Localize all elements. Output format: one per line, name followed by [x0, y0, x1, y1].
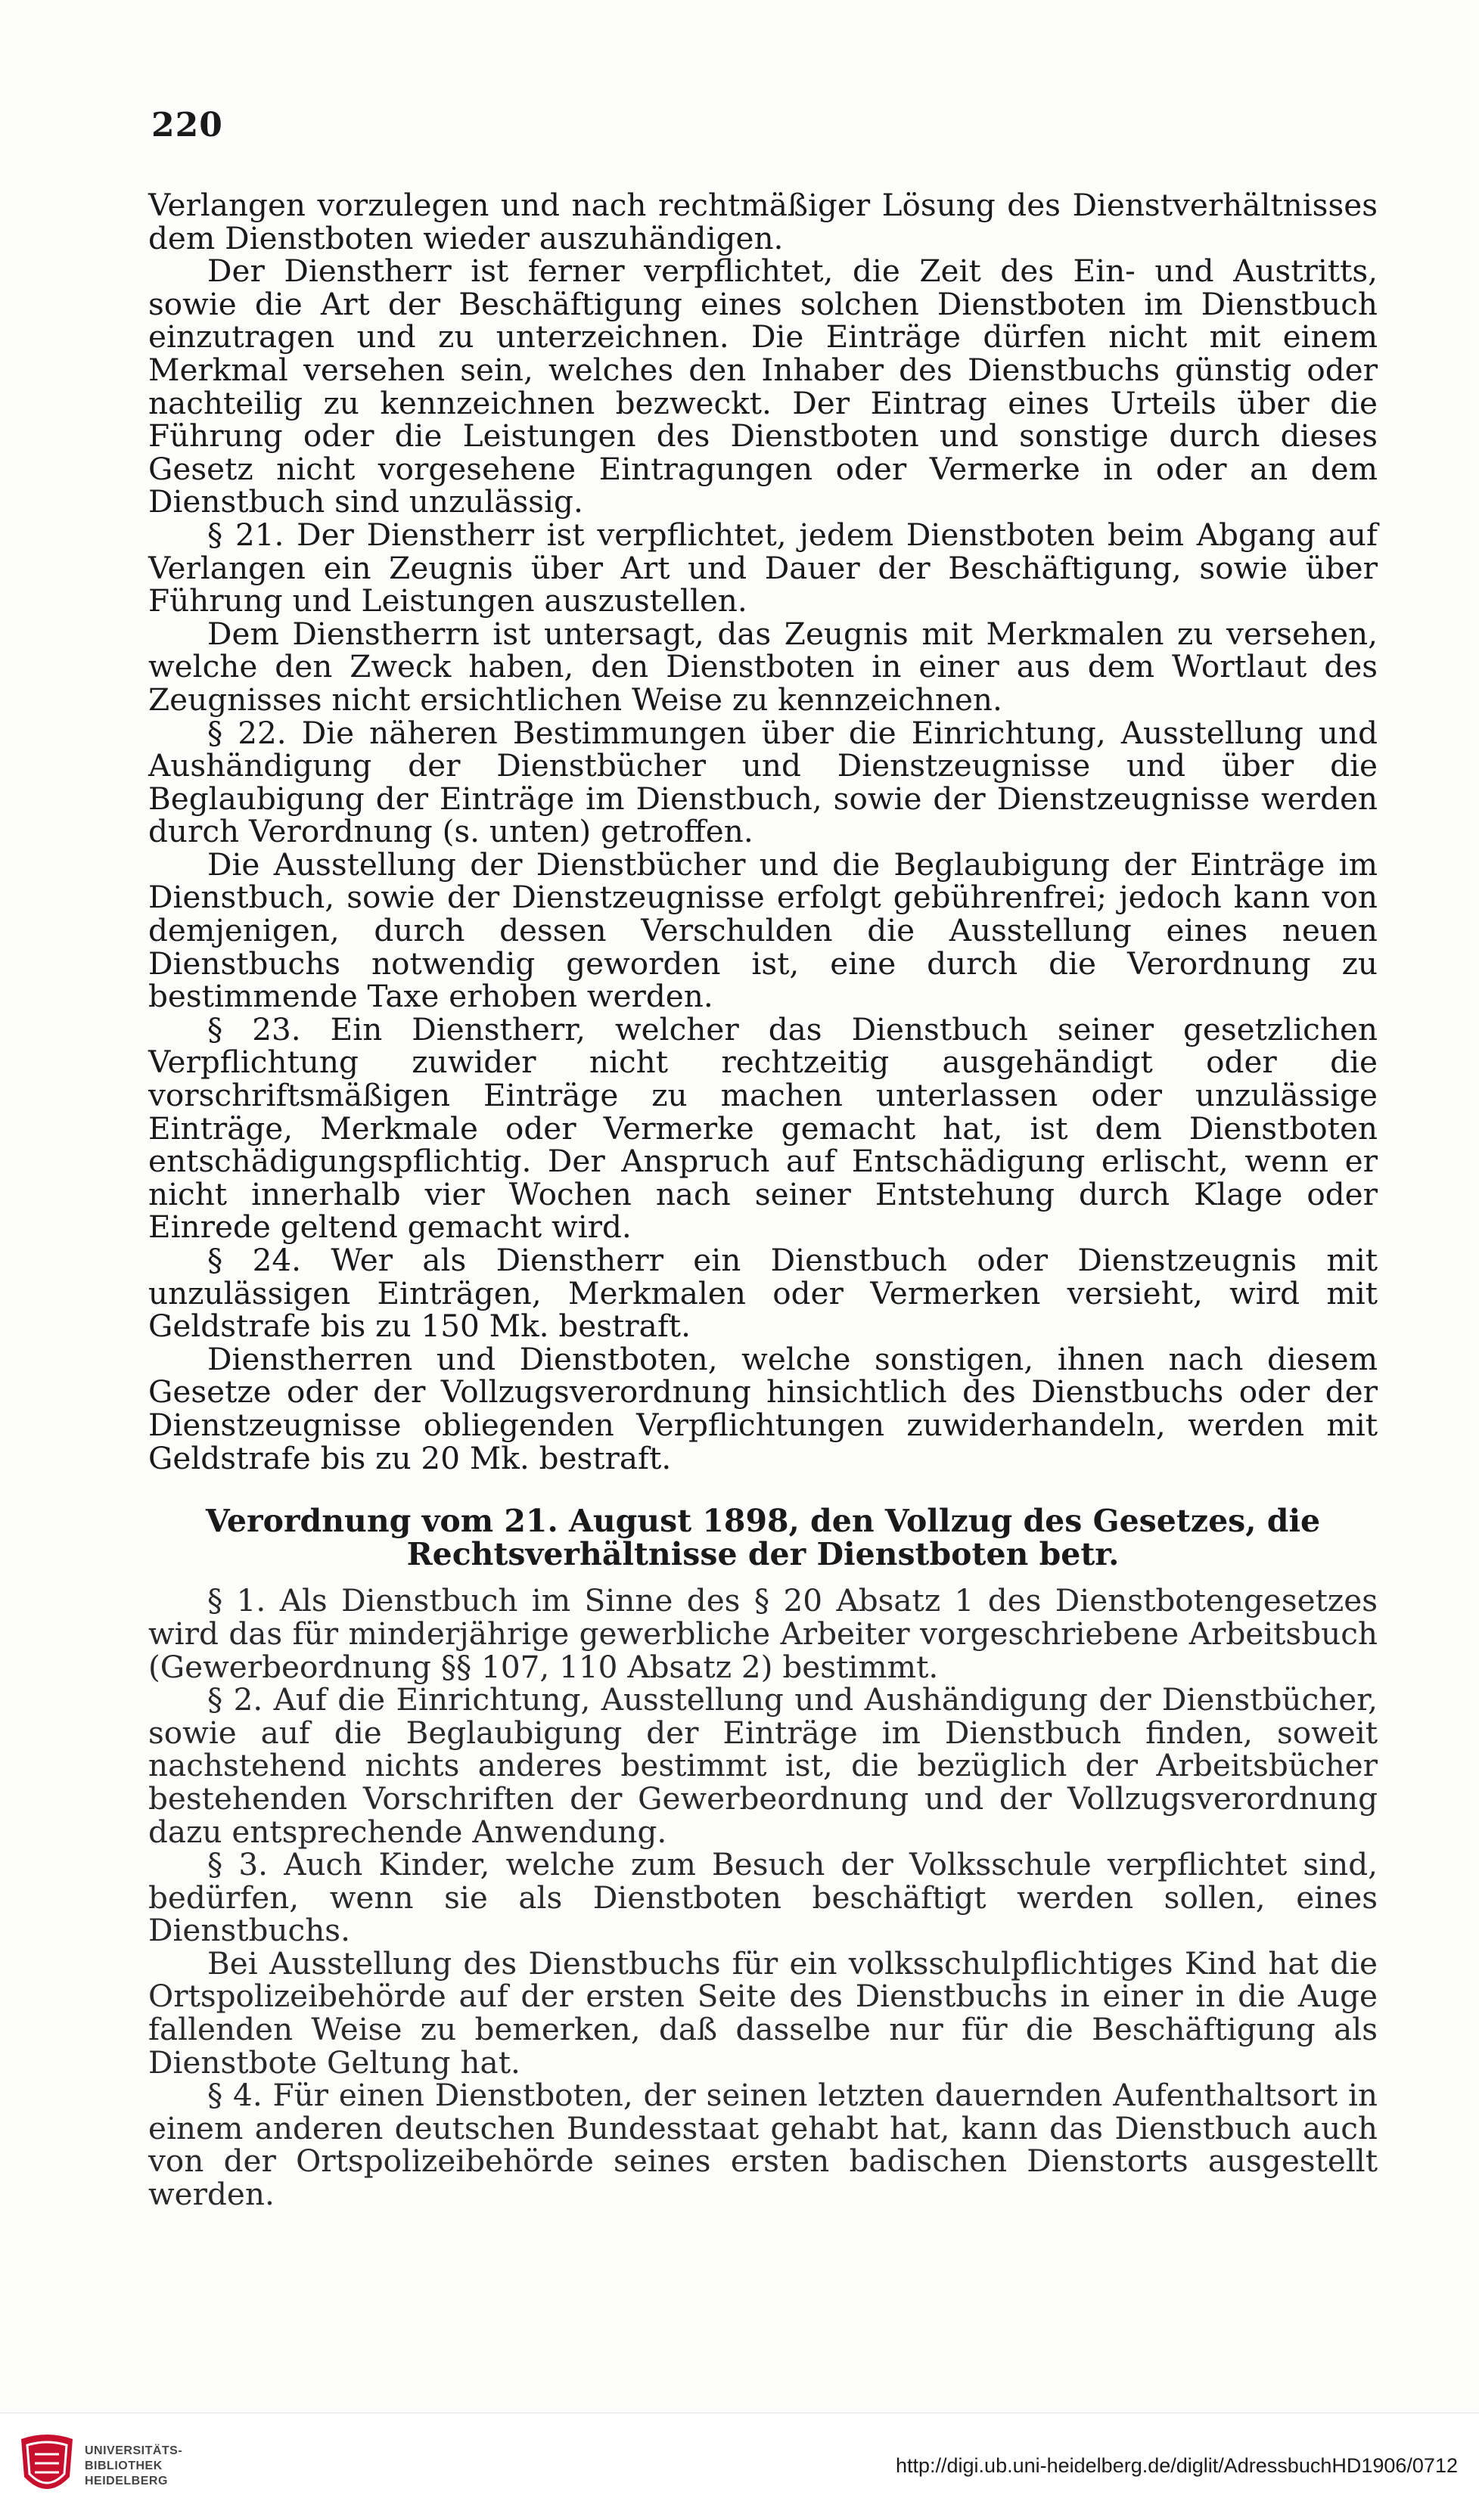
library-name [85, 2444, 182, 2489]
ordinance-text [148, 1584, 1378, 2211]
paragraph: Die Ausstellung der Dienstbücher und die Beglaubigung der Einträge im Dienstbuch, sowie der Dienstzeugnisse erfolgt gebührenfrei; jedoch kann von demjenigen, durch dessen Verschulden die Ausstellung eines neuen Dienstbuchs notwendig geworden ist, eine durch die Verordnung zu bestimmende Taxe erhoben werden. [148, 846, 1378, 1015]
paragraph: Verlangen vorzulegen und nach rechtmäßiger Lösung des Dienstverhältnisses dem Dienstboten wieder auszuhändigen. [148, 187, 1378, 256]
paragraph: § 1. Als Dienstbuch im Sinne des § 20 Absatz 1 des Dienstbotengesetzes wird das für minderjährige gewerbliche Arbeiter vorgeschriebene Arbeitsbuch (Gewerbeordnung §§ 107, 110 Absatz 2) bestimmt. [148, 1582, 1378, 1685]
logo-line: BIBLIOTHEK [85, 2459, 163, 2472]
page-text [148, 189, 1378, 2211]
statute-text [148, 189, 1378, 1475]
paragraph: § 24. Wer als Dienstherr ein Dienstbuch oder Dienstzeugnis mit unzulässigen Einträgen, Merkmalen oder Vermerken versieht, wird mit Geldstrafe bis zu 150 Mk. bestraft. [148, 1242, 1378, 1345]
source-url[interactable]: http://digi.ub.uni-heidelberg.de/diglit/AdressbuchHD1906/0712 [895, 2454, 1458, 2477]
ordinance-heading: Verordnung vom 21. August 1898, den Vollzug des Gesetzes, die Rechtsverhältnisse der Dienstboten betr. [205, 1503, 1321, 1572]
paragraph: Dem Dienstherrn ist untersagt, das Zeugnis mit Merkmalen zu versehen, welche den Zweck haben, den Dienstboten in einer aus dem Wortlaut des Zeugnisses nicht ersichtlichen Weise zu kennzeichnen. [148, 615, 1378, 718]
logo-line: HEIDELBERG [85, 2475, 168, 2487]
paragraph: § 3. Auch Kinder, welche zum Besuch der Volksschule verpflichtet sind, bedürfen, wenn sie als Dienstboten beschäftigt werden sollen, eines Dienstbuchs. [148, 1846, 1378, 1949]
paragraph: § 23. Ein Dienstherr, welcher das Dienstbuch seiner gesetzlichen Verpflichtung zuwider nicht rechtzeitig ausgehändigt oder die vorschriftsmäßigen Einträge zu machen unterlassen oder unzulässige Einträge, Merkmale oder Vermerke gemacht hat, ist dem Dienstboten entschädigungspflichtig. Der Anspruch auf Entschädigung erlischt, wenn er nicht innerhalb vier Wochen nach seiner Entstehung durch Klage oder Einrede geltend gemacht wird. [148, 1010, 1378, 1246]
paragraph: § 21. Der Dienstherr ist verpflichtet, jedem Dienstboten beim Abgang auf Verlangen ein Zeugnis über Art und Dauer der Beschäftigung, sowie über Führung und Leistungen auszustellen. [148, 516, 1378, 619]
library-logo[interactable] [17, 2430, 191, 2506]
paragraph: § 22. Die näheren Bestimmungen über die Einrichtung, Ausstellung und Aushändigung der Dienstbücher und Dienstzeugnisse und über die Beglaubigung der Einträge im Dienstbuch, sowie der Dienstzeugnisse werden durch Verordnung (s. unten) getroffen. [148, 714, 1378, 850]
viewer-footer [0, 2413, 1479, 2520]
paragraph: § 4. Für einen Dienstboten, der seinen letzten dauernden Aufenthaltsort in einem anderen deutschen Bundesstaat gehabt hat, kann das Dienstbuch auch von der Ortspolizeibehörde seines ersten badischen Dienstorts ausgestellt werden. [148, 2077, 1378, 2213]
logo-line: UNIVERSITÄTS- [85, 2444, 183, 2457]
paragraph: § 2. Auf die Einrichtung, Ausstellung und Aushändigung der Dienstbücher, sowie auf die Beglaubigung der Einträge im Dienstbuch finden, soweit nachstehend nichts anderes bestimmt ist, die bezüglich der Arbeitsbücher bestehenden Vorschriften der Gewerbeordnung und der Vollzugsverordnung dazu entsprechende Anwendung. [148, 1681, 1378, 1850]
paragraph: Der Dienstherr ist ferner verpflichtet, die Zeit des Ein- und Austritts, sowie die Art der Beschäftigung eines solchen Dienstboten im Dienstbuch einzutragen und zu unterzeichnen. Die Einträge dürfen nicht mit einem Merkmal versehen sein, welches den Inhaber des Dienstbuchs günstig oder nachteilig zu kennzeichnen bezweckt. Der Eintrag eines Urteils über die Führung oder die Leistungen des Dienstboten und sonstige durch dieses Gesetz nicht vorgesehene Eintragungen oder Vermerke in oder an dem Dienstbuch sind unzulässig. [148, 253, 1378, 520]
library-seal-icon [17, 2432, 77, 2500]
page-number: 220 [151, 106, 223, 144]
paragraph: Dienstherren und Dienstboten, welche sonstigen, ihnen nach diesem Gesetze oder der Vollzugsverordnung hinsichtlich des Dienstbuchs oder der Dienstzeugnisse obliegenden Verpflichtungen zuwiderhandeln, werden mit Geldstrafe bis zu 20 Mk. bestraft. [148, 1340, 1378, 1476]
paragraph: Bei Ausstellung des Dienstbuchs für ein volksschulpflichtiges Kind hat die Ortspolizeibehörde auf der ersten Seite des Dienstbuchs in einer in die Auge fallenden Weise zu bemerken, daß dasselbe nur für die Beschäftigung als Dienstbote Geltung hat. [148, 1944, 1378, 2081]
